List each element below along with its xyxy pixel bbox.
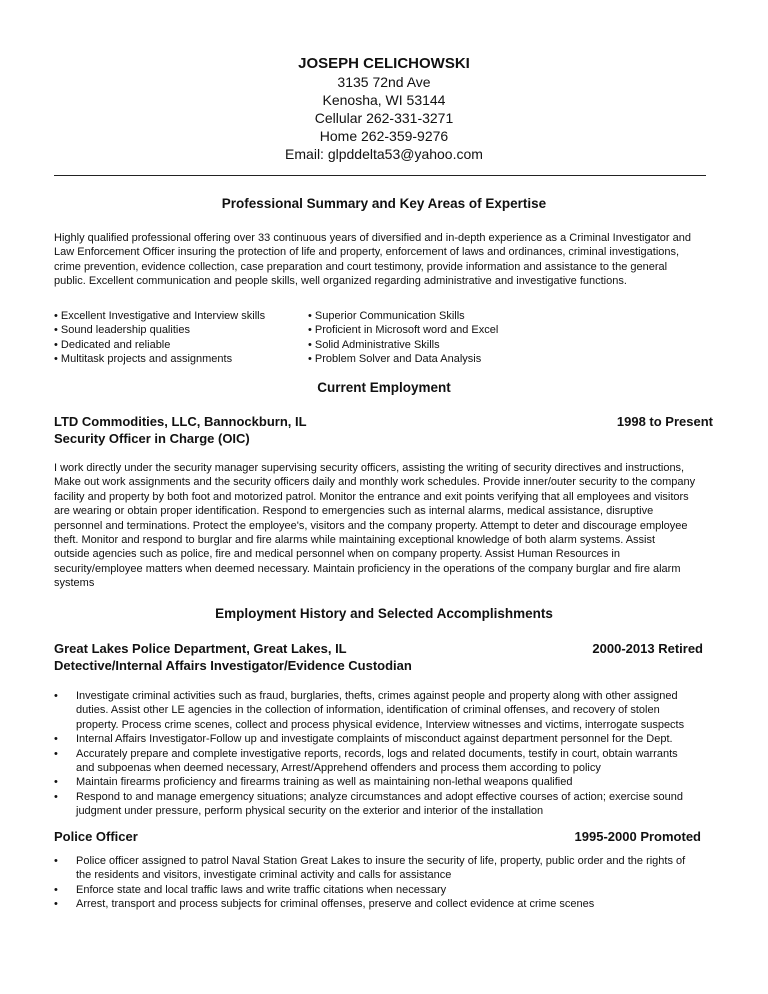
bullet-line: and subpoenas when deemed necessary, Arrest/Apprehend offenders and process them according to policy <box>76 762 601 775</box>
description-line: facility and property by both foot and motorized patrol. Monitor the entrance and exit points verifying that all employees and visitors <box>54 490 689 503</box>
skills-right-column <box>308 309 548 367</box>
current-employment-title: Current Employment <box>317 380 451 395</box>
bullet-mark: • <box>54 747 58 760</box>
cellular-phone: Cellular 262-331-3271 <box>314 110 454 126</box>
list-item <box>54 790 714 819</box>
history-employer: Great Lakes Police Department, Great Lakes, IL <box>54 641 347 656</box>
list-item <box>54 883 714 897</box>
address-line-2: Kenosha, WI 53144 <box>322 92 446 108</box>
bullet-mark: • <box>54 898 58 911</box>
summary-line: crime prevention, evidence collection, case preparation and court testimony, provide information and assistance to the general <box>54 260 668 273</box>
home-phone: Home 262-359-9276 <box>319 128 449 144</box>
bullet-line: the residents and visitors, investigate criminal activity and calls for assistance <box>76 869 452 882</box>
bullet-line: Respond to and manage emergency situations; analyze circumstances and adopt effective courses of action; exercise sound <box>76 790 683 803</box>
address-line-1: 3135 72nd Ave <box>337 74 431 90</box>
bullet-line: Accurately prepare and complete investigative reports, records, logs and related documents, testify in court, obtain warrants <box>76 747 678 760</box>
description-line: theft. Monitor and respond to burglar and fire alarms while maintaining exceptional knowledge of both alarm systems. Assist <box>54 534 656 547</box>
bullet-line: Police officer assigned to patrol Naval Station Great Lakes to insure the security of life, property, public order and the rights of <box>76 855 686 867</box>
list-item <box>54 775 714 789</box>
skill-item: • Multitask projects and assignments <box>54 353 233 366</box>
header-divider <box>54 175 706 176</box>
description-line: I work directly under the security manager supervising security officers, assisting the writing of security directives and instructions, <box>54 462 685 474</box>
history-accomplishments-list <box>54 689 714 819</box>
current-position: Security Officer in Charge (OIC) <box>54 431 250 446</box>
summary-paragraph <box>54 231 716 289</box>
skill-item: • Problem Solver and Data Analysis <box>308 353 482 366</box>
bullet-mark: • <box>54 790 58 803</box>
bullet-line: Arrest, transport and process subjects for criminal offenses, preserve and collect evidence at crime scenes <box>76 898 595 911</box>
email-address: Email: glpddelta53@yahoo.com <box>285 146 483 162</box>
officer-duties-list <box>54 854 714 912</box>
list-item <box>54 689 714 732</box>
skill-item: • Dedicated and reliable <box>54 338 171 351</box>
description-line: outside agencies such as police, fire and medical personnel when on company property. Assist Human Resources in <box>54 548 620 561</box>
current-description <box>54 461 716 591</box>
summary-title: Professional Summary and Key Areas of Expertise <box>221 196 547 211</box>
bullet-mark: • <box>54 855 58 867</box>
bullet-mark: • <box>54 733 58 746</box>
bullet-line: Maintain firearms proficiency and firearms training as well as maintaining non-lethal weapons qualified <box>76 776 573 789</box>
summary-line: Law Enforcement Officer insuring the protection of life and property, enforcement of laws and ordinances, criminal investigations, <box>54 246 680 259</box>
list-item <box>54 747 714 776</box>
bullet-line: duties. Assist other LE agencies in the collection of information, identification of criminal offenses, and recovery of stolen <box>76 704 660 717</box>
bullet-mark: • <box>54 776 58 789</box>
skill-item: • Proficient in Microsoft word and Excel <box>308 324 499 337</box>
bullet-line: property. Process crime scenes, collect and process physical evidence, Interview witnesses and victims, interrogate suspects <box>76 718 685 731</box>
description-line: systems <box>54 577 95 590</box>
bullet-line: Investigate criminal activities such as fraud, burglaries, thefts, crimes against people and property along with other assigned <box>76 690 678 702</box>
skill-item: • Superior Communication Skills <box>308 310 465 322</box>
history-position: Detective/Internal Affairs Investigator/Evidence Custodian <box>54 658 412 673</box>
current-dates: 1998 to Present <box>616 414 713 429</box>
summary-line: public. Excellent communication and people skills, well organized regarding administrative and investigative functions. <box>54 275 627 288</box>
skill-item: • Excellent Investigative and Interview skills <box>54 310 266 322</box>
history-dates: 2000-2013 Retired <box>592 641 703 656</box>
list-item <box>54 732 714 746</box>
bullet-line: Enforce state and local traffic laws and write traffic citations when necessary <box>76 883 447 896</box>
bullet-line: Internal Affairs Investigator-Follow up and investigate complaints of misconduct against department personnel for the Dept. <box>76 733 673 746</box>
description-line: personnel and terminations. Protect the employee's, visitors and the company property. Attempt to deter and discourage employee <box>54 519 688 532</box>
current-employer: LTD Commodities, LLC, Bannockburn, IL <box>54 414 307 429</box>
bullet-line: judgment under pressure, perform physical security on the exterior and interior of the installation <box>76 805 544 818</box>
list-item <box>54 854 714 883</box>
list-item <box>54 897 714 911</box>
description-line: are wearing or obtain proper identification. Respond to emergencies such as internal alarms, medical assistance, disruptive <box>54 505 654 518</box>
summary-line: Highly qualified professional offering over 33 continuous years of diversified and in-depth experience as a Criminal Investigator and <box>54 232 691 244</box>
description-line: Make out work assignments and the security officers daily and monthly work schedules. Provide inner/outer security to the company <box>54 476 696 489</box>
officer-position: Police Officer <box>54 829 138 844</box>
bullet-mark: • <box>54 690 58 702</box>
skill-item: • Solid Administrative Skills <box>308 338 440 351</box>
skill-item: • Sound leadership qualities <box>54 324 190 337</box>
officer-dates: 1995-2000 Promoted <box>574 829 701 844</box>
skills-left-column <box>54 309 304 367</box>
contact-header <box>0 55 768 163</box>
applicant-name: JOSEPH CELICHOWSKI <box>298 55 470 72</box>
bullet-mark: • <box>54 883 58 896</box>
history-title: Employment History and Selected Accomplishments <box>215 606 553 621</box>
description-line: security/employee matters when deemed necessary. Maintain proficiency in the operations of the company burglar and fire alarm <box>54 562 681 575</box>
